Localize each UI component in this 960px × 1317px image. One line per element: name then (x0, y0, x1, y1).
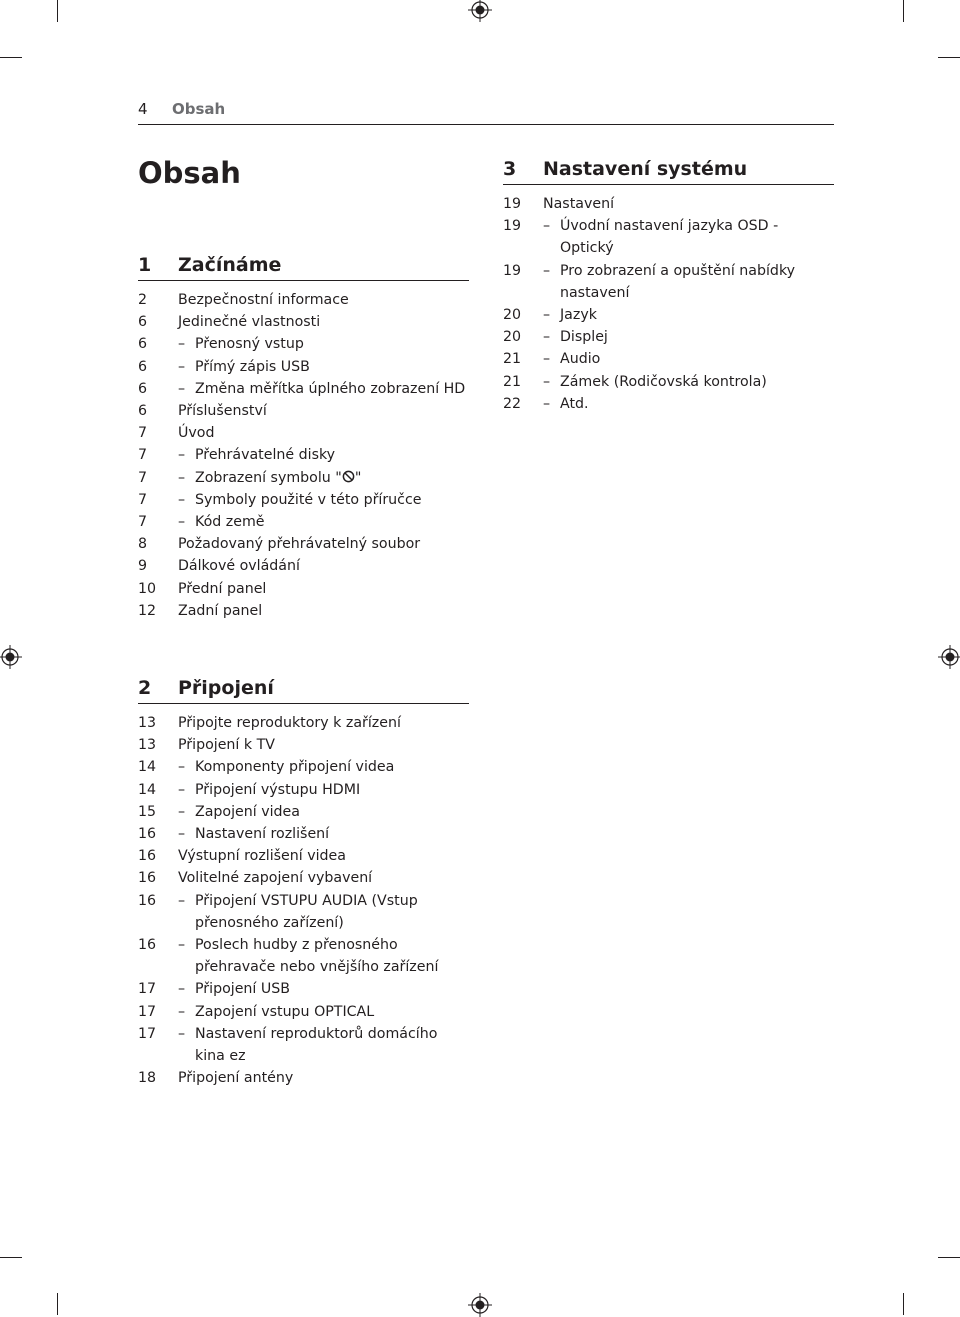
toc-entry-text: Připojení USB (195, 981, 291, 998)
toc-entry-page: 15 (138, 803, 157, 820)
toc-entry[interactable] (138, 823, 469, 845)
toc-entry[interactable] (138, 934, 469, 978)
toc-entry-text: Symboly použité v této příručce (195, 491, 422, 508)
toc-entry-page: 9 (138, 558, 148, 575)
toc-entry-page: 21 (503, 351, 522, 368)
toc-entry[interactable] (503, 326, 834, 348)
toc-entry-text: Připojení VSTUPU AUDIA (Vstup přenosného zařízení) (195, 892, 418, 931)
toc-entry[interactable] (138, 978, 469, 1000)
toc-entry-page: 19 (503, 262, 522, 279)
toc-entry[interactable] (503, 260, 834, 304)
toc-entry-text: Kód země (195, 514, 265, 531)
toc-sub-dash: – (178, 336, 186, 353)
chapter-heading (503, 158, 834, 185)
toc-entry[interactable] (138, 779, 469, 801)
toc-entry[interactable] (138, 511, 469, 533)
toc-entry-text: Přehrávatelné disky (195, 447, 336, 464)
toc-entry-text: Jazyk (560, 307, 597, 324)
toc-entry-text: Atd. (560, 395, 589, 412)
toc-sub-dash: – (178, 1003, 186, 1020)
toc-entry[interactable] (138, 890, 469, 934)
chapter-number: 2 (138, 677, 152, 699)
toc-entry[interactable] (138, 378, 469, 400)
toc-entry[interactable] (138, 311, 469, 333)
toc-entry[interactable] (138, 533, 469, 555)
toc-sub-dash: – (543, 351, 551, 368)
toc-sub-dash: – (178, 826, 186, 843)
toc-entry-text: Příslušenství (178, 403, 267, 420)
toc-entry-page: 17 (138, 981, 157, 998)
toc-sub-dash: – (178, 1025, 186, 1042)
toc-entry[interactable] (503, 193, 834, 215)
crop-mark (903, 1293, 904, 1315)
toc-entry-text: Dálkové ovládání (178, 558, 300, 575)
toc-entry-text: Připojení výstupu HDMI (195, 781, 361, 798)
crop-mark (57, 0, 58, 22)
toc-entry-page: 7 (138, 425, 148, 442)
toc-entry-text: Volitelné zapojení vybavení (178, 870, 373, 887)
chapter-title: Začínáme (178, 254, 282, 276)
toc-entry-text: Komponenty připojení videa (195, 759, 395, 776)
toc-entry-page: 7 (138, 491, 148, 508)
toc-entry-text: Změna měřítka úplného zobrazení HD (195, 380, 466, 397)
toc-entry-text: Zapojení videa (195, 803, 300, 820)
toc-entry-text: Nastavení rozlišení (195, 826, 330, 843)
toc-entry[interactable] (138, 333, 469, 355)
crop-mark (57, 1293, 58, 1315)
toc-entry-text: Nastavení reproduktorů domácího kina ez (195, 1025, 438, 1065)
toc-entry-page: 13 (138, 715, 157, 731)
crop-mark (938, 57, 960, 58)
toc-entry-text: Požadovaný přehrávatelný soubor (178, 536, 421, 553)
toc-entry-page: 8 (138, 536, 148, 553)
toc-sub-dash: – (543, 218, 551, 235)
registration-mark-icon (938, 645, 960, 669)
toc-entry-text: Zapojení vstupu OPTICAL (195, 1003, 375, 1020)
toc-entry-page: 14 (138, 759, 157, 776)
toc-entry-page: 16 (138, 848, 157, 865)
toc-entry[interactable] (503, 371, 834, 393)
chapter-heading (138, 254, 469, 281)
toc-sub-dash: – (178, 491, 186, 508)
toc-sub-dash: – (543, 373, 551, 390)
toc-entry[interactable] (138, 489, 469, 511)
toc-entry-page: 18 (138, 1070, 157, 1087)
toc-entry-page: 2 (138, 292, 148, 308)
toc-sub-dash: – (178, 469, 186, 486)
toc-entry[interactable] (138, 1001, 469, 1023)
toc-entry-text: Výstupní rozlišení videa (178, 848, 346, 865)
toc-entry-page: 14 (138, 781, 157, 798)
toc-entry[interactable] (138, 444, 469, 466)
toc-sub-dash: – (178, 380, 186, 397)
crop-mark (0, 57, 22, 58)
header-section-title: Obsah (172, 100, 226, 118)
toc-entry-label: Zobrazení symbolu " (195, 469, 342, 486)
toc-entry-text (138, 467, 469, 489)
toc-entry[interactable] (138, 1023, 469, 1067)
toc-entry-text: Jedinečné vlastnosti (178, 314, 321, 331)
chapter-number: 1 (138, 254, 152, 276)
toc-entry-page: 7 (138, 514, 148, 531)
chapter-title: Připojení (178, 677, 274, 699)
toc-entry-page: 16 (138, 892, 157, 909)
toc-entry[interactable] (138, 1067, 469, 1089)
toc-sub-dash: – (178, 981, 186, 998)
toc-entry[interactable] (138, 734, 469, 756)
toc-entry[interactable] (503, 304, 834, 326)
toc-entry-text: Přímý zápis USB (195, 358, 310, 375)
toc-entry-page: 21 (503, 373, 522, 390)
toc-entry-text: Přenosný vstup (195, 336, 304, 353)
toc-entry-page: 16 (138, 826, 157, 843)
toc-chapter-1 (138, 254, 469, 622)
toc-entry-page: 6 (138, 380, 148, 397)
toc-entry[interactable] (138, 712, 469, 734)
toc-sub-dash: – (178, 759, 186, 776)
chapter-heading (138, 677, 469, 704)
toc-entry-text: Audio (560, 351, 601, 368)
toc-entry-list (138, 712, 469, 1089)
chapter-title: Nastavení systému (543, 158, 748, 180)
toc-entry-text: Přední panel (178, 580, 267, 597)
toc-entry-page: 17 (138, 1003, 157, 1020)
toc-sub-dash: – (543, 329, 551, 346)
registration-mark-icon (468, 1293, 492, 1317)
toc-sub-dash: – (543, 262, 551, 279)
toc-entry-text: Připojení k TV (178, 737, 275, 754)
toc-entry-page: 16 (138, 870, 157, 887)
toc-entry-page: 19 (503, 218, 522, 235)
toc-entry-page: 20 (503, 307, 522, 324)
toc-entry[interactable] (138, 801, 469, 823)
toc-entry-text: Připojení antény (178, 1070, 294, 1087)
toc-entry-list (503, 193, 834, 415)
toc-entry-page: 6 (138, 314, 148, 331)
toc-entry[interactable] (138, 289, 469, 311)
toc-sub-dash: – (178, 514, 186, 531)
toc-entry-page: 10 (138, 580, 157, 597)
toc-entry[interactable] (138, 422, 469, 444)
chapter-number: 3 (503, 158, 517, 180)
toc-entry-page: 22 (503, 395, 522, 412)
toc-entry[interactable] (138, 400, 469, 422)
toc-entry-page: 17 (138, 1025, 157, 1042)
toc-chapter-2 (138, 677, 469, 1089)
crop-mark (938, 1257, 960, 1258)
toc-entry-page: 12 (138, 602, 157, 619)
toc-entry-text: Zadní panel (178, 602, 263, 619)
toc-entry[interactable] (138, 578, 469, 600)
toc-sub-dash: – (178, 892, 186, 909)
toc-entry-page: 13 (138, 737, 157, 754)
toc-entry-text: Zámek (Rodičovská kontrola) (560, 373, 767, 390)
toc-entry[interactable] (138, 600, 469, 622)
toc-entry-text: Úvodní nastavení jazyka OSD - Optický (560, 218, 779, 257)
toc-entry-text: Bezpečnostní informace (178, 292, 349, 308)
toc-entry-text: Pro zobrazení a opuštění nabídky nastavení (560, 262, 796, 301)
crop-mark (903, 0, 904, 22)
toc-entry[interactable] (503, 393, 834, 415)
toc-entry-text: Připojte reproduktory k zařízení (178, 715, 401, 731)
toc-sub-dash: – (178, 937, 186, 954)
toc-entry-text: Nastavení (543, 196, 615, 212)
page-title: Obsah (138, 156, 241, 190)
toc-entry[interactable] (138, 356, 469, 378)
toc-sub-dash: – (543, 395, 551, 412)
toc-entry-page: 6 (138, 403, 148, 420)
toc-entry-page: 7 (138, 447, 148, 464)
toc-entry-label-suffix: " (354, 469, 362, 486)
toc-entry-text: Poslech hudby z přenosného přehravače nebo vnějšího zařízení (195, 937, 439, 976)
toc-entry[interactable] (503, 215, 834, 259)
toc-entry[interactable] (138, 555, 469, 577)
registration-mark-icon (0, 645, 22, 669)
toc-entry-page: 6 (138, 358, 148, 375)
toc-entry-page: 16 (138, 937, 157, 954)
crop-mark (0, 1257, 22, 1258)
toc-chapter-3 (503, 158, 834, 415)
toc-entry-list (138, 289, 469, 622)
toc-sub-dash: – (178, 447, 186, 464)
registration-mark-icon (468, 0, 492, 22)
page-number: 4 (138, 100, 148, 118)
toc-sub-dash: – (178, 358, 186, 375)
toc-entry[interactable] (138, 867, 469, 889)
running-header (138, 100, 834, 125)
toc-sub-dash: – (178, 803, 186, 820)
toc-entry[interactable] (138, 756, 469, 778)
prohibited-symbol-icon (342, 470, 355, 483)
toc-entry[interactable] (503, 348, 834, 370)
toc-entry-text: Displej (560, 329, 608, 346)
toc-entry[interactable] (138, 845, 469, 867)
toc-sub-dash: – (543, 307, 551, 324)
toc-entry[interactable] (138, 467, 469, 489)
toc-entry-page: 19 (503, 196, 522, 212)
toc-entry-page: 7 (138, 469, 148, 486)
toc-entry-text: Úvod (178, 425, 215, 442)
toc-entry-page: 6 (138, 336, 148, 353)
toc-entry-page: 20 (503, 329, 522, 346)
toc-sub-dash: – (178, 781, 186, 798)
